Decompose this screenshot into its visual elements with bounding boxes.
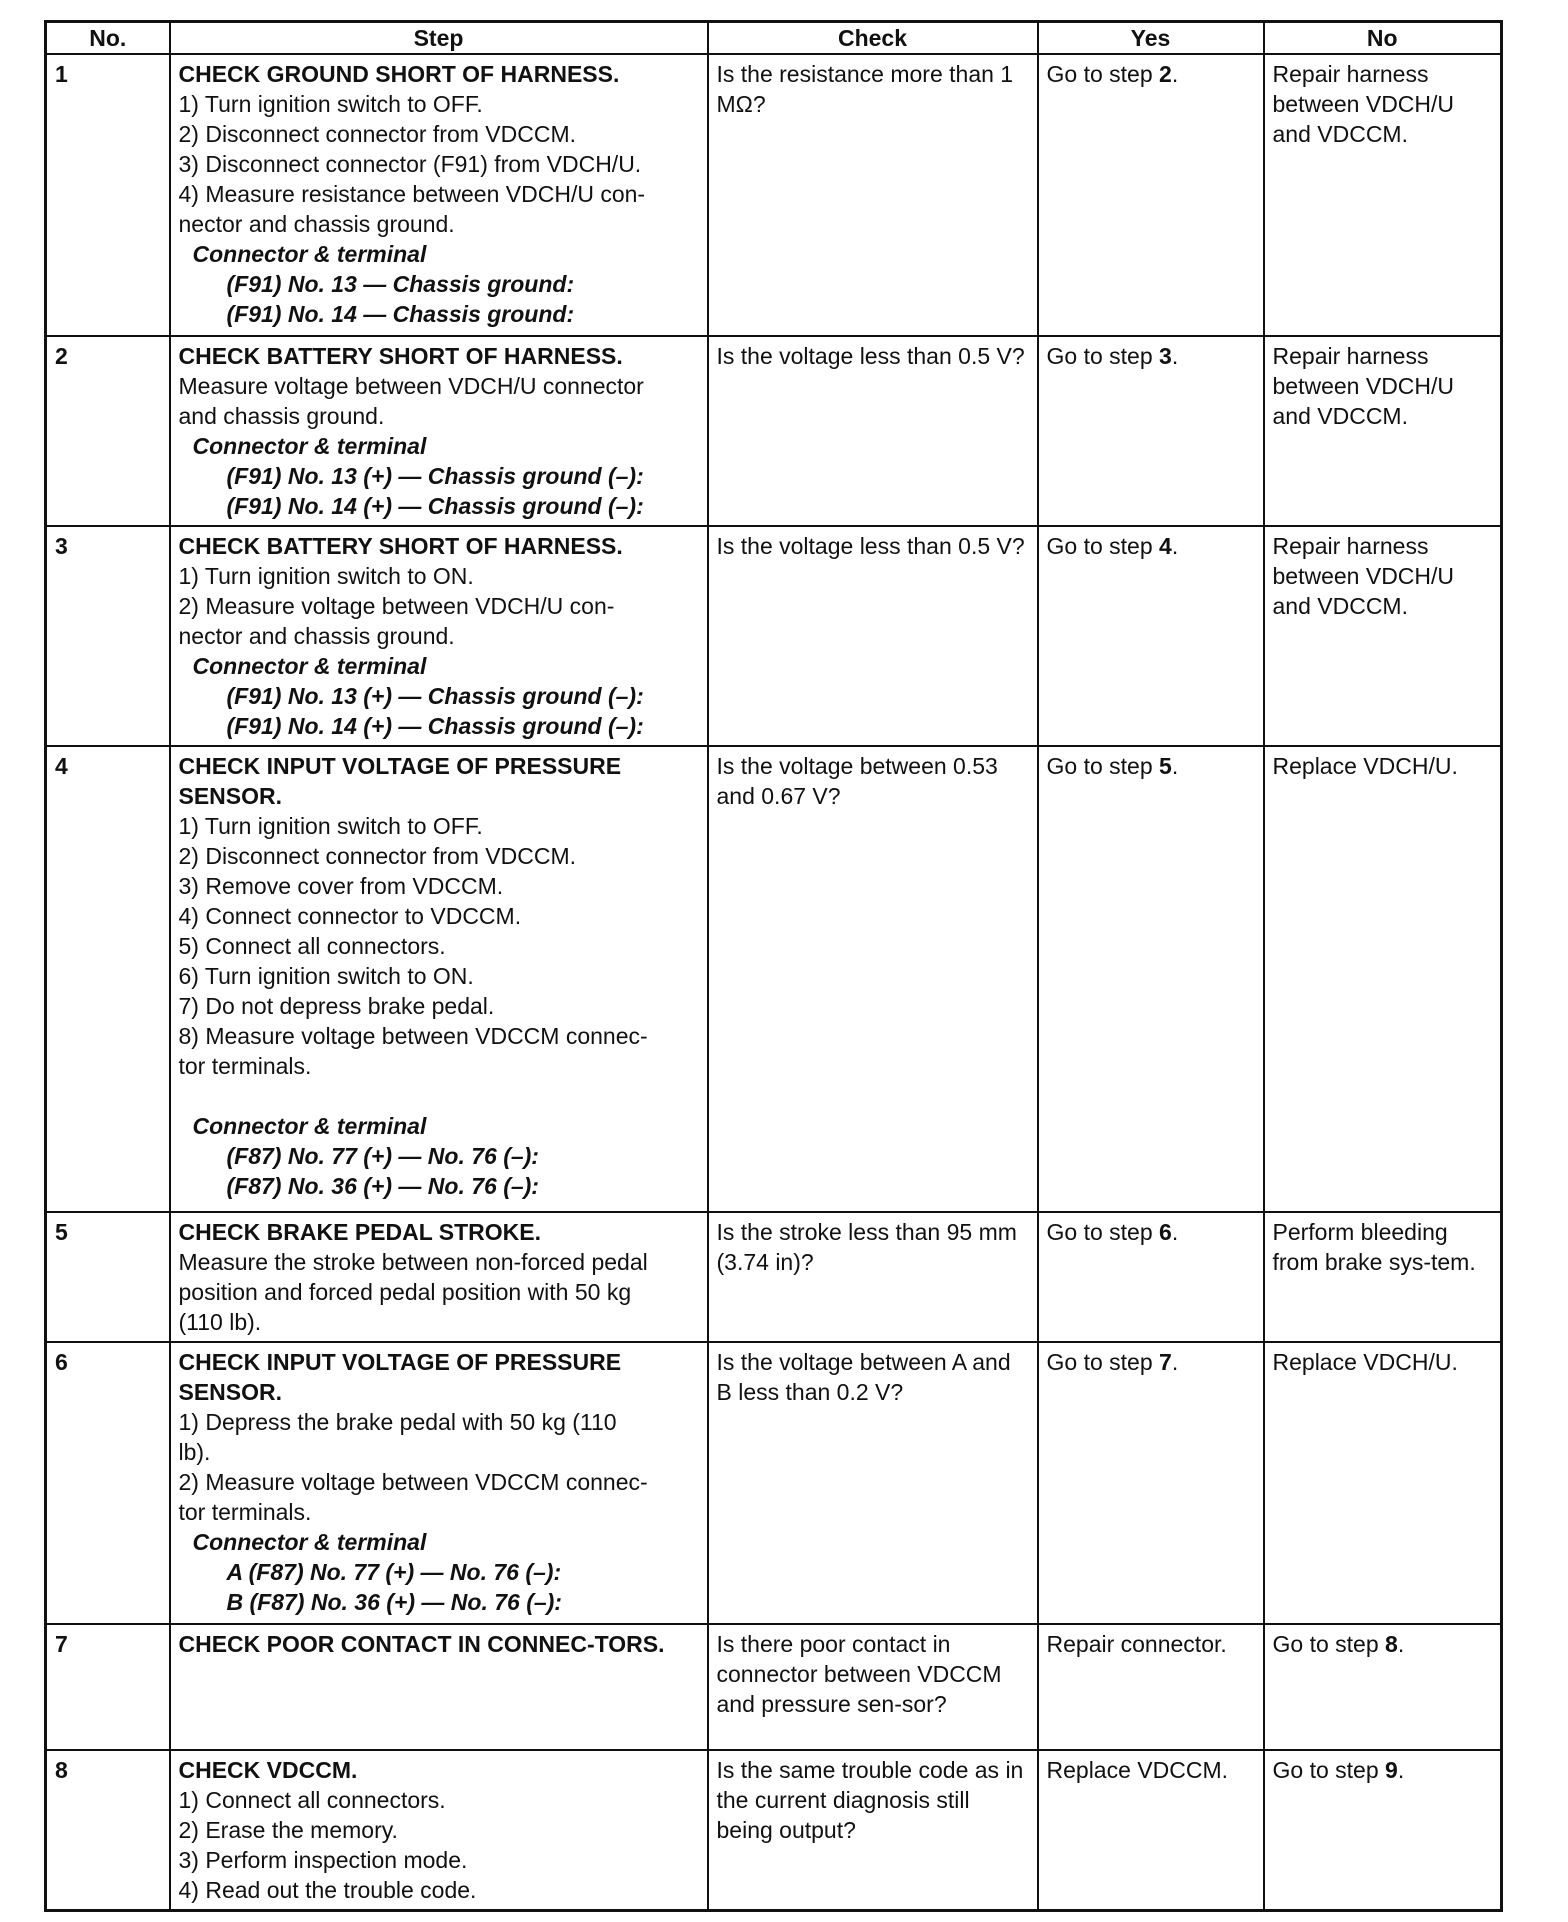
yes-step-number: 7 (1159, 1349, 1172, 1375)
yes-cell: Go to step 6. (1038, 1212, 1264, 1342)
yes-step-number: 5 (1159, 753, 1172, 779)
step-line: tor terminals. (178, 1499, 312, 1525)
no-text: Repair harness between VDCH/U and VDCCM. (1272, 533, 1455, 619)
step-line: 1) Depress the brake pedal with 50 kg (110 (178, 1409, 617, 1435)
step-line: 2) Measure voltage between VDCH/U con- (178, 593, 615, 619)
step-line: 1) Turn ignition switch to OFF. (178, 91, 483, 117)
check-cell: Is the resistance more than 1 MΩ? (708, 54, 1038, 336)
step-number: 1 (46, 54, 170, 336)
step-title: CHECK BATTERY SHORT OF HARNESS. (178, 533, 623, 559)
check-cell: Is the stroke less than 95 mm (3.74 in)? (708, 1212, 1038, 1342)
step-cell (170, 746, 708, 1212)
step-number: 7 (46, 1624, 170, 1750)
step-title: CHECK VDCCM. (178, 1757, 358, 1783)
yes-text: Go to step (1046, 533, 1160, 559)
check-cell: Is the voltage between A and B less than 0.2 V? (708, 1342, 1038, 1624)
step-line: and chassis ground. (178, 403, 385, 429)
table-row (46, 746, 1502, 1212)
step-line: 1) Turn ignition switch to ON. (178, 563, 474, 589)
header-no-result: No (1264, 22, 1502, 55)
connector-terminal-line: (F87) No. 77 (+) — No. 76 (–): (226, 1143, 539, 1169)
yes-text: Go to step (1046, 1219, 1160, 1245)
step-line: 3) Perform inspection mode. (178, 1847, 468, 1873)
step-title: CHECK BATTERY SHORT OF HARNESS. (178, 343, 623, 369)
check-cell: Is the same trouble code as in the current diagnosis still being output? (708, 1750, 1038, 1911)
step-cell (170, 1212, 708, 1342)
yes-cell (1038, 1750, 1264, 1911)
yes-cell (1038, 1624, 1264, 1750)
step-line: 2) Erase the memory. (178, 1817, 398, 1843)
step-line: 4) Measure resistance between VDCH/U con- (178, 181, 646, 207)
check-cell: Is the voltage less than 0.5 V? (708, 336, 1038, 526)
step-number: 3 (46, 526, 170, 746)
connector-terminal-line: (F91) No. 14 (+) — Chassis ground (–): (226, 493, 644, 519)
no-text: Repair harness between VDCH/U and VDCCM. (1272, 343, 1455, 429)
connector-terminal-line: (F91) No. 14 (+) — Chassis ground (–): (226, 713, 644, 739)
connector-terminal-line: (F87) No. 36 (+) — No. 76 (–): (226, 1173, 539, 1199)
no-cell (1264, 1212, 1502, 1342)
yes-step-number: 2 (1159, 61, 1172, 87)
step-line: 1) Turn ignition switch to OFF. (178, 813, 483, 839)
step-line: (110 lb). (178, 1309, 262, 1335)
table-row (46, 526, 1502, 746)
connector-terminal-line: (F91) No. 13 — Chassis ground: (226, 271, 575, 297)
no-text: Go to step (1272, 1631, 1386, 1657)
no-text: Replace VDCH/U. (1272, 753, 1458, 779)
no-text: Replace VDCH/U. (1272, 1349, 1458, 1375)
step-line: 6) Turn ignition switch to ON. (178, 963, 474, 989)
check-cell: Is the voltage between 0.53 and 0.67 V? (708, 746, 1038, 1212)
table-row (46, 1212, 1502, 1342)
yes-step-number: 6 (1159, 1219, 1172, 1245)
step-line: nector and chassis ground. (178, 211, 455, 237)
yes-text: Go to step (1046, 343, 1160, 369)
step-title: CHECK GROUND SHORT OF HARNESS. (178, 61, 620, 87)
step-line: 2) Measure voltage between VDCCM connec- (178, 1469, 648, 1495)
step-line: 5) Connect all connectors. (178, 933, 446, 959)
no-cell: Go to step 9. (1264, 1750, 1502, 1911)
step-line: 2) Disconnect connector from VDCCM. (178, 843, 577, 869)
diagnosis-page (44, 20, 1500, 1912)
yes-cell: Go to step 3. (1038, 336, 1264, 526)
header-step: Step (170, 22, 708, 55)
connector-terminal-title: Connector & terminal (192, 1529, 427, 1555)
step-title: CHECK INPUT VOLTAGE OF PRESSURE SENSOR. (178, 753, 622, 809)
yes-cell: Go to step 4. (1038, 526, 1264, 746)
step-number: 8 (46, 1750, 170, 1911)
step-line: Measure voltage between VDCH/U connector (178, 373, 644, 399)
step-title: CHECK INPUT VOLTAGE OF PRESSURE SENSOR. (178, 1349, 622, 1405)
connector-terminal-line: (F91) No. 13 (+) — Chassis ground (–): (226, 463, 644, 489)
no-step-number: 8 (1385, 1631, 1398, 1657)
step-line: 4) Connect connector to VDCCM. (178, 903, 522, 929)
step-line: 3) Disconnect connector (F91) from VDCH/U. (178, 151, 642, 177)
step-line: 7) Do not depress brake pedal. (178, 993, 495, 1019)
step-number: 4 (46, 746, 170, 1212)
step-cell (170, 1750, 708, 1911)
table-row (46, 54, 1502, 336)
yes-text: Replace VDCCM. (1046, 1757, 1228, 1783)
header-no: No. (46, 22, 170, 55)
step-cell (170, 1342, 708, 1624)
step-cell (170, 54, 708, 336)
step-line: 4) Read out the trouble code. (178, 1877, 477, 1903)
table-header-row (46, 22, 1502, 55)
yes-step-number: 4 (1159, 533, 1172, 559)
connector-terminal-title: Connector & terminal (192, 433, 427, 459)
yes-text: Go to step (1046, 753, 1160, 779)
no-text: Perform bleeding from brake sys-tem. (1272, 1219, 1476, 1275)
table-row (46, 1750, 1502, 1911)
step-line: Measure the stroke between non-forced pedal (178, 1249, 648, 1275)
table-row (46, 1624, 1502, 1750)
no-text: Repair harness between VDCH/U and VDCCM. (1272, 61, 1455, 147)
no-cell: Go to step 8. (1264, 1624, 1502, 1750)
no-step-number: 9 (1385, 1757, 1398, 1783)
table-row (46, 336, 1502, 526)
no-text: Go to step (1272, 1757, 1386, 1783)
step-cell (170, 526, 708, 746)
step-title: CHECK POOR CONTACT IN CONNEC-TORS. (178, 1631, 665, 1657)
step-line: 2) Disconnect connector from VDCCM. (178, 121, 577, 147)
step-cell (170, 1624, 708, 1750)
check-cell: Is the voltage less than 0.5 V? (708, 526, 1038, 746)
connector-terminal-title: Connector & terminal (192, 1113, 427, 1139)
connector-terminal-line: (F91) No. 13 (+) — Chassis ground (–): (226, 683, 644, 709)
connector-terminal-line: B (F87) No. 36 (+) — No. 76 (–): (226, 1589, 562, 1615)
table-row (46, 1342, 1502, 1624)
connector-terminal-title: Connector & terminal (192, 653, 427, 679)
yes-text: Go to step (1046, 61, 1160, 87)
yes-text: Go to step (1046, 1349, 1160, 1375)
step-number: 5 (46, 1212, 170, 1342)
no-cell (1264, 746, 1502, 1212)
step-line: 1) Connect all connectors. (178, 1787, 446, 1813)
step-cell (170, 336, 708, 526)
yes-cell: Go to step 5. (1038, 746, 1264, 1212)
no-cell (1264, 526, 1502, 746)
check-cell: Is there poor contact in connector between VDCCM and pressure sen-sor? (708, 1624, 1038, 1750)
header-yes: Yes (1038, 22, 1264, 55)
connector-terminal-line: (F91) No. 14 — Chassis ground: (226, 301, 575, 327)
connector-terminal-line: A (F87) No. 77 (+) — No. 76 (–): (226, 1559, 562, 1585)
header-check: Check (708, 22, 1038, 55)
no-cell (1264, 54, 1502, 336)
yes-text: Repair connector. (1046, 1631, 1227, 1657)
step-number: 2 (46, 336, 170, 526)
connector-terminal-title: Connector & terminal (192, 241, 427, 267)
step-line: 3) Remove cover from VDCCM. (178, 873, 504, 899)
no-cell (1264, 1342, 1502, 1624)
step-line: 8) Measure voltage between VDCCM connec- (178, 1023, 648, 1049)
no-cell (1264, 336, 1502, 526)
step-number: 6 (46, 1342, 170, 1624)
step-line: tor terminals. (178, 1053, 312, 1079)
spacer (179, 1081, 699, 1111)
yes-cell: Go to step 7. (1038, 1342, 1264, 1624)
yes-step-number: 3 (1159, 343, 1172, 369)
diagnosis-table (44, 20, 1503, 1912)
step-title: CHECK BRAKE PEDAL STROKE. (178, 1219, 541, 1245)
step-line: lb). (178, 1439, 211, 1465)
step-line: nector and chassis ground. (178, 623, 455, 649)
yes-cell: Go to step 2. (1038, 54, 1264, 336)
step-line: position and forced pedal position with 50 kg (178, 1279, 632, 1305)
